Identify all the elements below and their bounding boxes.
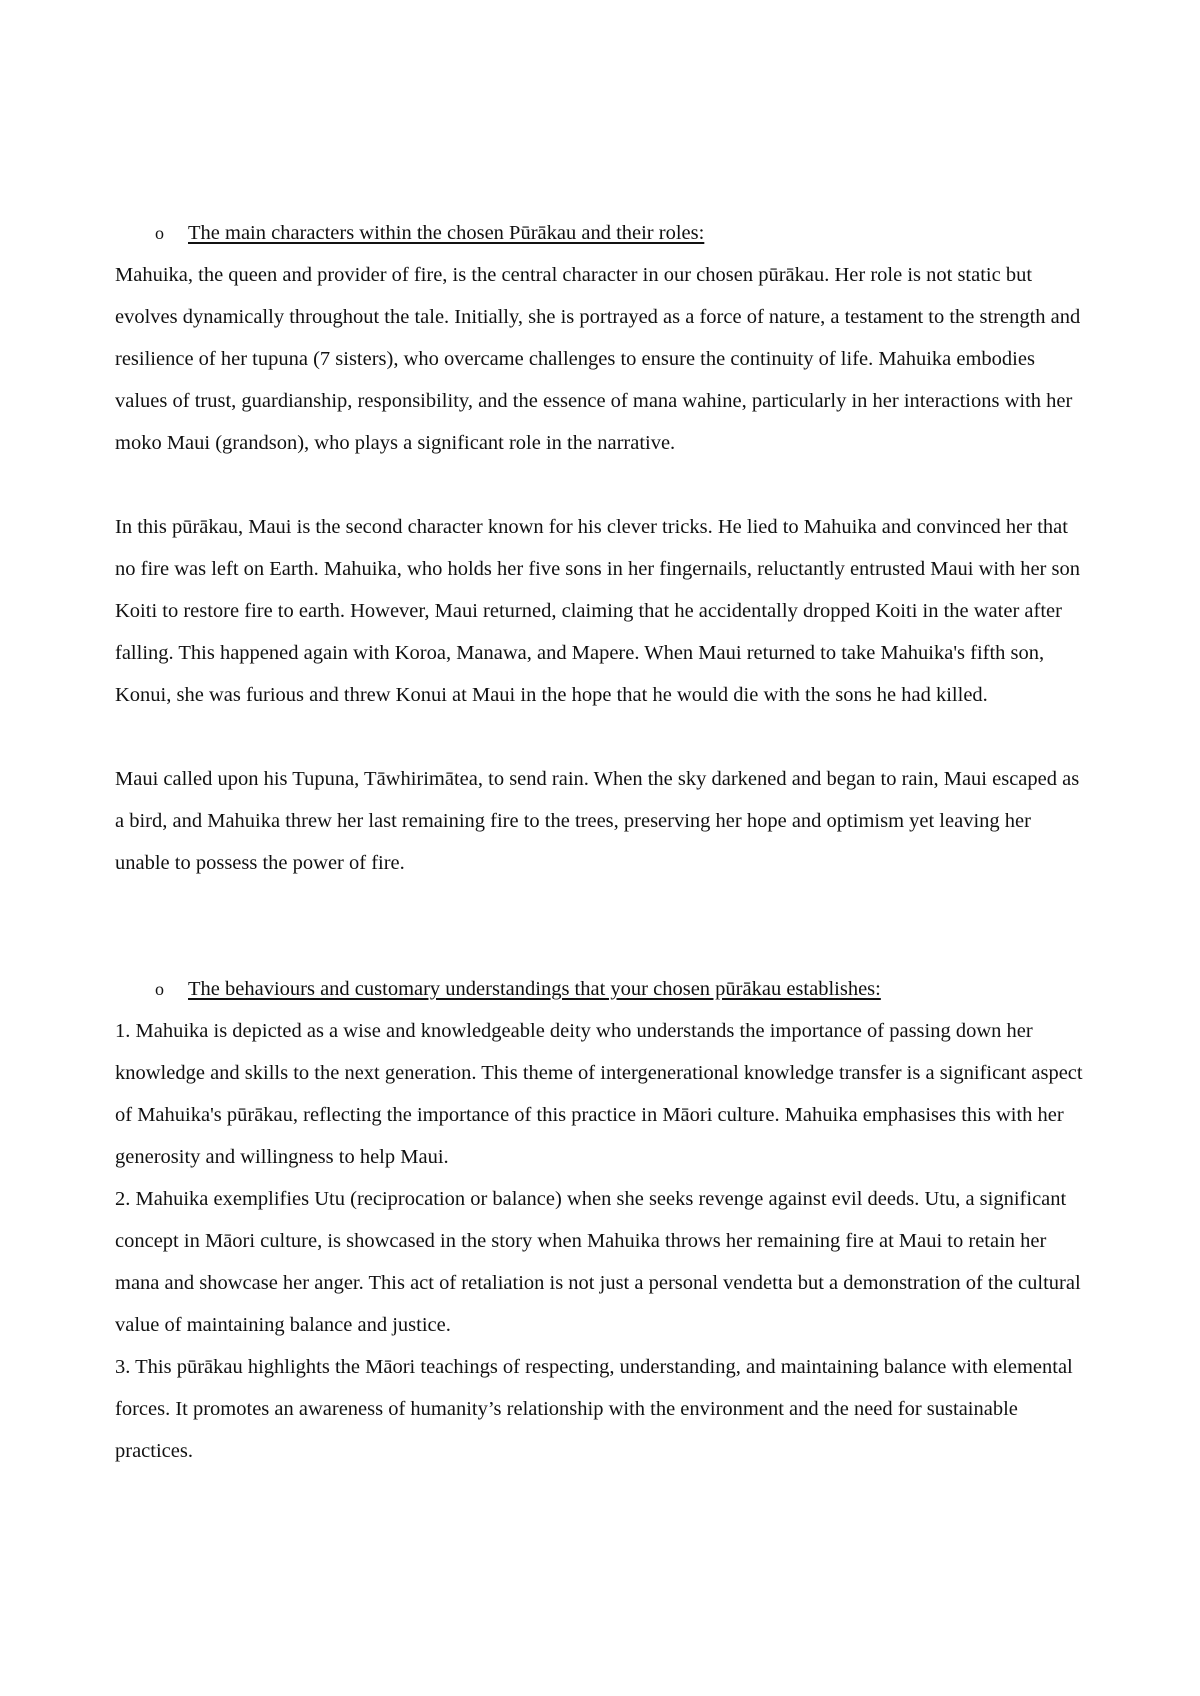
section-heading-text: The main characters within the chosen Pūrākau and their roles: — [188, 222, 705, 244]
section-spacer — [115, 884, 1090, 968]
section-heading-text: The behaviours and customary understandings that your chosen pūrākau establishes: — [188, 978, 881, 1000]
numbered-point-utu: 2. Mahuika exemplifies Utu (reciprocation or balance) when she seeks revenge against evil deeds. Utu, a significant concept in Māori culture, is showcased in the story when Mahuika throws her remaining fire at Maui to retain her mana and showcase her anger. This act of retaliation is not just a personal vendetta but a demonstration of the cultural value of maintaining balance and justice. — [115, 1188, 1081, 1336]
document-body — [115, 212, 1090, 1472]
paragraph-spacer — [115, 464, 1090, 506]
paragraph-mahuika-role: Mahuika, the queen and provider of fire, is the central character in our chosen pūrākau. Her role is not static but evolves dynamically throughout the tale. Initially, she is portrayed as a force of nature, a testament to the strength and resilience of her tupuna (7 sisters), who overcame challenges to ensure the continuity of life. Mahuika embodies values of trust, guardianship, responsibility, and the essence of mana wahine, particularly in her interactions with her moko Maui (grandson), who plays a significant role in the narrative. — [115, 264, 1081, 454]
paragraph-spacer — [115, 716, 1090, 758]
numbered-point-elemental-balance: 3. This pūrākau highlights the Māori teachings of respecting, understanding, and maintaining balance with elemental forces. It promotes an awareness of humanity’s relationship with the environment and the need for sustainable practices. — [115, 1356, 1073, 1462]
bullet-marker: o — [155, 223, 164, 243]
paragraph-rain-escape: Maui called upon his Tupuna, Tāwhirimātea, to send rain. When the sky darkened and began to rain, Maui escaped as a bird, and Mahuika threw her last remaining fire to the trees, preserving her hope and optimism yet leaving her unable to possess the power of fire. — [115, 768, 1080, 874]
bullet-marker: o — [155, 979, 164, 999]
section-heading-behaviours — [115, 968, 1090, 1010]
numbered-point-knowledge: 1. Mahuika is depicted as a wise and knowledgeable deity who understands the importance of passing down her knowledge and skills to the next generation. This theme of intergenerational knowledge transfer is a significant aspect of Mahuika's pūrākau, reflecting the importance of this practice in Māori culture. Mahuika emphasises this with her generosity and willingness to help Maui. — [115, 1020, 1083, 1168]
section-heading-characters — [115, 212, 1090, 254]
paragraph-maui-role: In this pūrākau, Maui is the second character known for his clever tricks. He lied to Mahuika and convinced her that no fire was left on Earth. Mahuika, who holds her five sons in her fingernails, reluctantly entrusted Maui with her son Koiti to restore fire to earth. However, Maui returned, claiming that he accidentally dropped Koiti in the water after falling. This happened again with Koroa, Manawa, and Mapere. When Maui returned to take Mahuika's fifth son, Konui, she was furious and threw Konui at Maui in the hope that he would die with the sons he had killed. — [115, 516, 1080, 706]
